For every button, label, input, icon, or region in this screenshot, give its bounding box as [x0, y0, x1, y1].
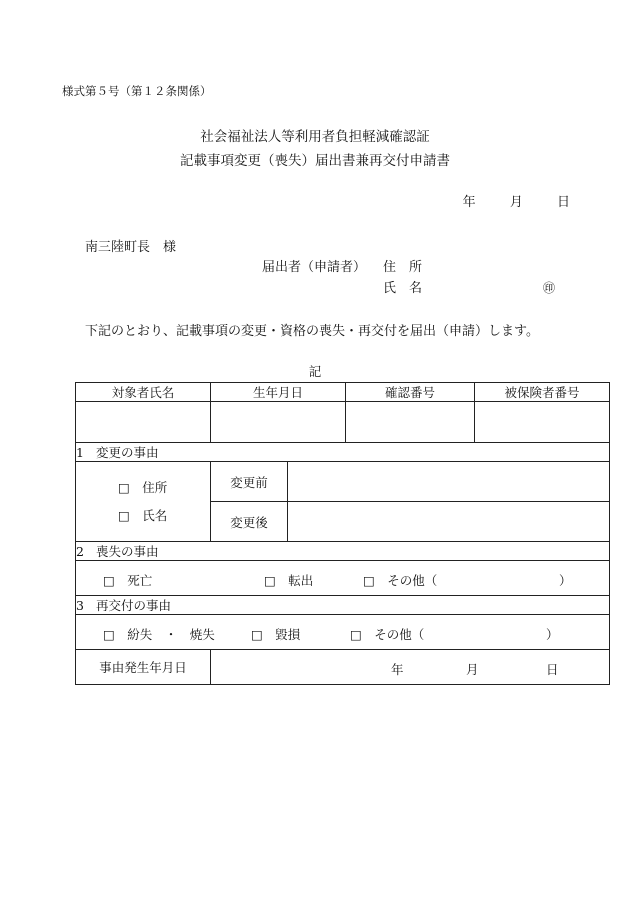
occurrence-year: 年 [391, 662, 404, 677]
applicant-label: 届出者（申請者） [262, 260, 367, 275]
section3-number: 3 [76, 598, 84, 613]
seal-mark: ㊞ [543, 281, 556, 295]
form-title-line2: 記載事項変更（喪失）届出書兼再交付申請書 [180, 153, 450, 169]
section1-number: 1 [76, 445, 84, 460]
section1-header [76, 443, 610, 462]
address-label: 住 所 [383, 260, 423, 275]
loss-reason-row [76, 561, 610, 596]
header-birth-date: 生年月日 [211, 383, 346, 402]
checkbox-damaged[interactable]: □ 毀損 [251, 627, 301, 642]
header-subject-name: 対象者氏名 [76, 383, 211, 402]
before-value-cell[interactable] [288, 462, 610, 502]
header-confirmation-number: 確認番号 [346, 383, 475, 402]
section2-number: 2 [76, 544, 84, 559]
ki-heading: 記 [308, 364, 322, 379]
date-year: 年 [462, 195, 476, 210]
occurrence-date-cell[interactable] [211, 650, 610, 685]
reissue-reason-row [76, 615, 610, 650]
section1-title: 変更の事由 [95, 445, 159, 460]
confirmation-number-cell[interactable] [346, 402, 475, 443]
submission-date [463, 196, 570, 209]
addressee: 南三陸町長 様 [85, 240, 177, 255]
checkbox-move-out[interactable]: □ 転出 [264, 573, 314, 588]
date-day: 日 [556, 195, 570, 210]
occurrence-date-row [76, 650, 610, 685]
after-label: 変更後 [211, 502, 288, 542]
loss-other-close: ） [559, 573, 572, 588]
header-insured-number: 被保険者番号 [475, 383, 610, 402]
header-row [76, 383, 610, 402]
application-table [75, 382, 610, 685]
checkbox-reissue-other[interactable]: □ その他（ [350, 627, 425, 642]
checkbox-name[interactable]: □ 氏名 [118, 507, 168, 523]
section2-header [76, 542, 610, 561]
checkbox-lost-burned[interactable]: □ 紛失 ・ 焼失 [103, 627, 215, 642]
checkbox-death[interactable]: □ 死亡 [103, 573, 153, 588]
occurrence-date-label: 事由発生年月日 [76, 650, 211, 685]
subject-name-cell[interactable] [76, 402, 211, 443]
section3-header [76, 596, 610, 615]
form-number: 様式第５号（第１２条関係） [62, 84, 212, 98]
subject-entry-row [76, 402, 610, 443]
reissue-other-close: ） [546, 627, 559, 642]
name-label: 氏 名 [383, 281, 423, 296]
checkbox-loss-other[interactable]: □ その他（ [363, 573, 438, 588]
change-before-row [76, 462, 610, 502]
form-title-line1: 社会福祉法人等利用者負担軽減確認証 [200, 129, 430, 145]
occurrence-day: 日 [546, 662, 559, 677]
occurrence-month: 月 [466, 662, 479, 677]
checkbox-address[interactable]: □ 住所 [118, 479, 168, 495]
section3-title: 再交付の事由 [95, 598, 171, 613]
date-month: 月 [509, 195, 523, 210]
insured-number-cell[interactable] [475, 402, 610, 443]
change-reason-options [76, 462, 211, 542]
after-value-cell[interactable] [288, 502, 610, 542]
statement-text: 下記のとおり、記載事項の変更・資格の喪失・再交付を届出（申請）します。 [85, 324, 539, 339]
birth-date-cell[interactable] [211, 402, 346, 443]
before-label: 変更前 [211, 462, 288, 502]
section2-title: 喪失の事由 [95, 544, 159, 559]
